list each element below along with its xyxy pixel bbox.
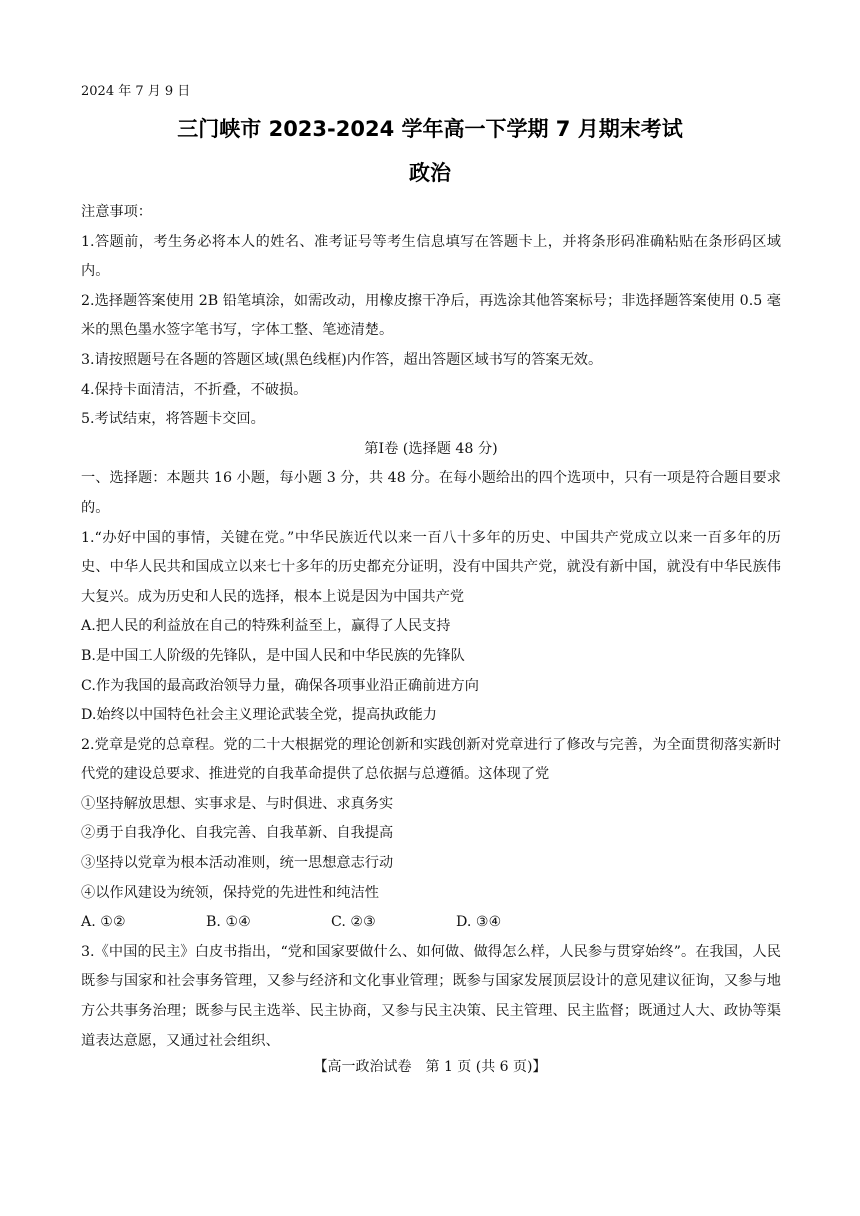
question-2-choices	[81, 908, 781, 938]
exam-title: 三门峡市 2023-2024 学年高一下学期 7 月期末考试	[177, 117, 683, 141]
exam-body	[81, 198, 781, 1056]
section-instruction: 一、选择题：本题共 16 小题，每小题 3 分，共 48 分。在每小题给出的四个选项中，只有一项是符合题目要求的。	[81, 470, 781, 516]
question-1-option-b: B.是中国工人阶级的先锋队，是中国人民和中华民族的先锋队	[81, 647, 465, 664]
question-1-option-c: C.作为我国的最高政治领导力量，确保各项事业沿正确前进方向	[81, 677, 479, 694]
question-3-stem: 3.《中国的民主》白皮书指出，“党和国家要做什么、如何做、做得怎么样，人民参与贯穿始终”。在我国，人民既参与国家和社会事务管理，又参与经济和文化事业管理；既参与国家发展顶层设计的意见建议征询，又参与地方公共事务治理；既参与民主选举、民主协商，又参与民主决策、民主管理、民主监督；既通过人大、政协等渠道表达意愿，又通过社会组织、	[81, 943, 781, 1049]
question-1-option-a: A.把人民的利益放在自己的特殊利益至上，赢得了人民支持	[81, 618, 451, 635]
notice-item: 4.保持卡面清洁，不折叠，不破损。	[81, 381, 308, 398]
notice-item: 2.选择题答案使用 2B 铅笔填涂，如需改动，用橡皮擦干净后，再选涂其他答案标号；非选择题答案使用 0.5 毫米的黑色墨水签字笔书写，字体工整、笔迹清楚。	[81, 292, 781, 339]
question-2-choice-a: A. ①②	[81, 914, 126, 931]
question-1-stem: 1.“办好中国的事情，关键在党。”中华民族近代以来一百八十多年的历史、中国共产党成立以来一百多年的历史、中华人民共和国成立以来七十多年的历史都充分证明，没有中国共产党，就没有新中国，就没有中华民族伟大复兴。成为历史和人民的选择，根本上说是因为中国共产党	[81, 529, 781, 605]
question-2-choice-d: D. ③④	[456, 914, 502, 931]
question-2-statement: ③坚持以党章为根本活动准则，统一思想意志行动	[81, 855, 394, 872]
question-2-choice-c: C. ②③	[331, 914, 376, 931]
question-1-option-d: D.始终以中国特色社会主义理论武装全党，提高执政能力	[81, 707, 437, 724]
exam-date: 2024 年 7 月 9 日	[81, 84, 191, 99]
notice-item: 5.考试结束，将答题卡交回。	[81, 411, 265, 428]
question-2-stem: 2.党章是党的总章程。党的二十大根据党的理论创新和实践创新对党章进行了修改与完善，为全面贯彻落实新时代党的建设总要求、推进党的自我革命提供了总依据与总遵循。这体现了党	[81, 736, 781, 783]
page-footer: 【高一政治试卷 第 1 页 (共 6 页)】	[313, 1059, 547, 1075]
exam-subject: 政治	[409, 161, 451, 185]
question-2-choice-b: B. ①④	[206, 914, 251, 931]
question-2-statement: ④以作风建设为统领，保持党的先进性和纯洁性	[81, 884, 379, 901]
notice-item: 1.答题前，考生务必将本人的姓名、准考证号等考生信息填写在答题卡上，并将条形码准确粘贴在条形码区域内。	[81, 233, 781, 280]
notice-heading: 注意事项：	[81, 204, 152, 220]
question-2-statement: ①坚持解放思想、实事求是、与时俱进、求真务实	[81, 795, 394, 812]
notice-item: 3.请按照题号在各题的答题区域(黑色线框)内作答，超出答题区域书写的答案无效。	[81, 351, 603, 368]
section-title: 第Ⅰ卷 (选择题 48 分)	[364, 440, 498, 457]
question-2-statement: ②勇于自我净化、自我完善、自我革新、自我提高	[81, 825, 394, 842]
